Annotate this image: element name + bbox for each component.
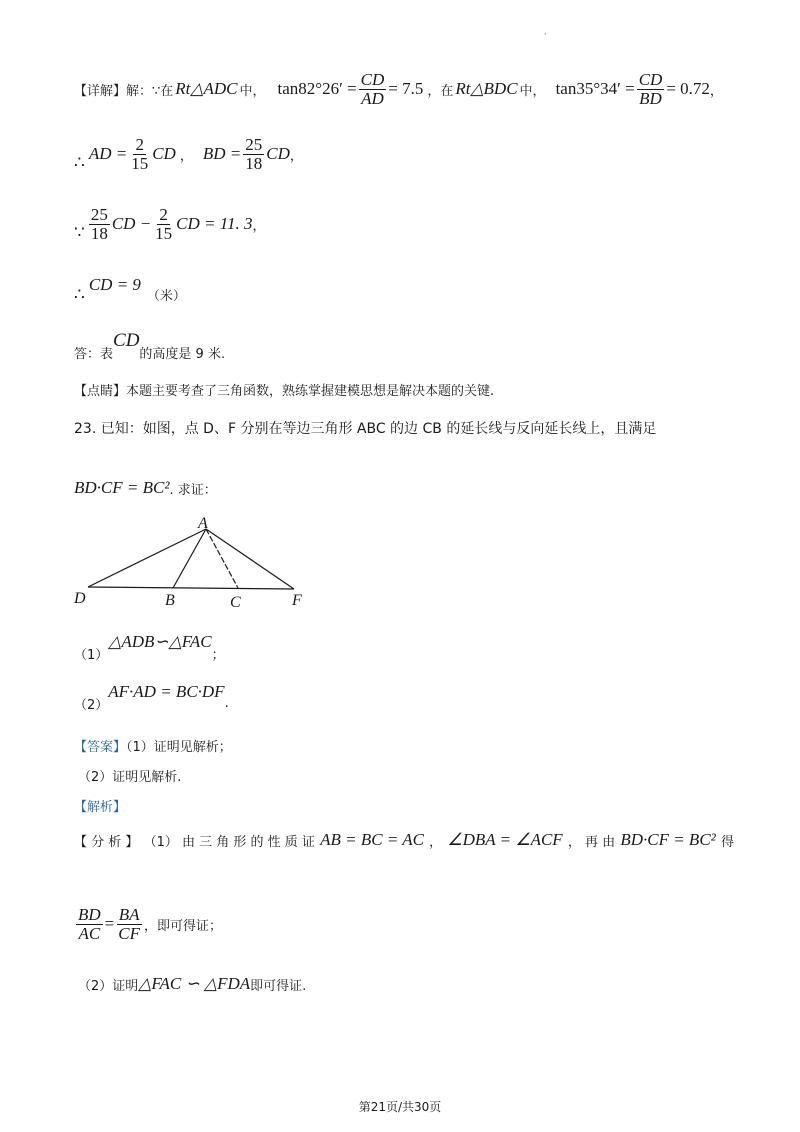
triangle-figure [70, 515, 320, 615]
comma: ， [179, 148, 193, 164]
answer-line-2: （2）证明见解析. [78, 770, 182, 785]
fenxi-text-1: （1） 由 三 角 形 的 性 质 证 [143, 834, 315, 850]
ad-fraction: $\frac{2}{15}$ [131, 134, 149, 173]
comment-line [74, 380, 494, 399]
q2-end: . [224, 695, 229, 711]
cd-equals: CD = 9 [88, 275, 141, 294]
therefore-symbol-2: ∴ [74, 285, 85, 304]
comment-label: 【点睛】 [74, 384, 127, 399]
rt-adc: Rt△ADC [175, 79, 238, 98]
fenxi-text-3: 得 [720, 834, 734, 850]
bd-lhs: BD = [202, 144, 242, 163]
tan1-fraction: $\frac{CD}{AD}$ [360, 69, 385, 108]
fenxi-label: 【 分 析 】 [74, 834, 139, 850]
analysis-line-1: 【 分 析 】 （1） 由 三 角 形 的 性 质 证 AB = BC = AC ， ∠DBA = ∠ACF ， 再 由 BD·CF = BC² 得 [74, 830, 734, 850]
question-1 [74, 630, 225, 663]
condition-math: BD·CF = BC² [74, 478, 170, 497]
answer-suffix: 的高度是 9 米. [139, 346, 226, 362]
answer-sentence [74, 328, 226, 362]
q1-math: △ADB∽△FAC [108, 632, 212, 651]
eq-fraction-1: $\frac{25}{18}$ [90, 204, 108, 243]
q1-number: （1） [74, 647, 109, 663]
detail-line-2 [74, 130, 303, 178]
bd-fraction: $\frac{25}{18}$ [245, 134, 263, 173]
rt-bdc: Rt△BDC [455, 79, 518, 98]
eq-cd-1: CD − [111, 214, 152, 233]
comma-3: ， [252, 218, 266, 234]
tan2-value: = 0.72 [666, 79, 710, 98]
tan2-fraction: $\frac{CD}{BD}$ [638, 69, 663, 108]
line-AD [88, 529, 206, 587]
fenxi-math-2: ∠DBA = ∠ACF [447, 830, 563, 849]
therefore-symbol: ∴ [74, 153, 85, 172]
question-2 [74, 680, 229, 713]
label-D: D [74, 590, 86, 607]
page-number: 第21页/共30页 [358, 1100, 442, 1114]
tan1-lhs: tan82°26′ = [277, 79, 357, 98]
detail-intro: 解：∵在 [126, 83, 174, 99]
part2-text: 即可得证. [250, 978, 307, 994]
analysis-line-2: $\frac{BD}{AC}$ = $\frac{BA}{CF}$ ，即可得证； [78, 904, 223, 943]
line-DF [88, 587, 294, 589]
answer-cd: CD [113, 330, 140, 351]
bd-cd: CD [266, 144, 290, 163]
detail-line-3 [74, 200, 266, 248]
dot-mark: · [544, 30, 547, 39]
part2-math: △FAC ∽ △FDA [138, 974, 251, 993]
q2-math: AF·AD = BC·DF [108, 682, 225, 701]
answer-line-1 [74, 736, 232, 755]
detail-line-1 [74, 64, 723, 114]
fenxi-math-3: BD·CF = BC² [620, 830, 716, 849]
fenxi-math-1: AB = BC = AC [320, 830, 424, 849]
separator: ，在 [427, 83, 454, 99]
answer-prefix: 答：表 [74, 346, 114, 362]
analysis-label: 【解析】 [74, 800, 127, 815]
zhong-1: 中， [239, 83, 266, 99]
answer-label: 【答案】 [74, 740, 127, 755]
detail-label: 【详解】 [74, 83, 127, 99]
because-symbol: ∵ [74, 223, 85, 242]
comma-2: ， [289, 148, 303, 164]
eq-cd-2: CD = 11. 3 [176, 214, 253, 233]
analysis-line-3 [78, 974, 306, 994]
frac-text: ，即可得证； [144, 918, 223, 934]
tan2-lhs: tan35°34′ = [555, 79, 635, 98]
comment-text: 本题主要考查了三角函数，熟练掌握建模思想是解决本题的关键. [126, 384, 495, 399]
label-C: C [230, 594, 241, 611]
ad-cd: CD [152, 144, 176, 163]
tan1-value: = 7.5 [388, 79, 424, 98]
fenxi-text-2: ， 再 由 [567, 834, 616, 850]
line-AF [206, 529, 294, 589]
fraction-bd-ac: $\frac{BD}{AC}$ [78, 904, 101, 943]
problem-23-condition [74, 478, 217, 498]
q1-end: ； [211, 647, 225, 663]
eq-fraction-2: $\frac{2}{15}$ [155, 204, 173, 243]
q2-number: （2） [74, 697, 109, 713]
unit: （米） [146, 288, 186, 304]
line-AB [173, 529, 206, 588]
fraction-ba-cf: $\frac{BA}{CF}$ [118, 904, 140, 943]
ad-lhs: AD = [88, 144, 128, 163]
label-A: A [198, 515, 208, 532]
part2-number: （2）证明 [78, 978, 139, 994]
answer-1: （1）证明见解析； [126, 740, 232, 755]
condition-text: . 求证： [169, 482, 217, 498]
label-F: F [292, 592, 302, 609]
label-B: B [165, 592, 175, 609]
zhong-2: 中， [519, 83, 546, 99]
line-AC [206, 529, 238, 588]
comma-end: ， [709, 83, 723, 99]
detail-line-4 [74, 274, 186, 302]
problem-23-stem: 23. 已知：如图，点 D、F 分别在等边三角形 ABC 的边 CB 的延长线与反向延长线上，且满足 [74, 421, 657, 437]
